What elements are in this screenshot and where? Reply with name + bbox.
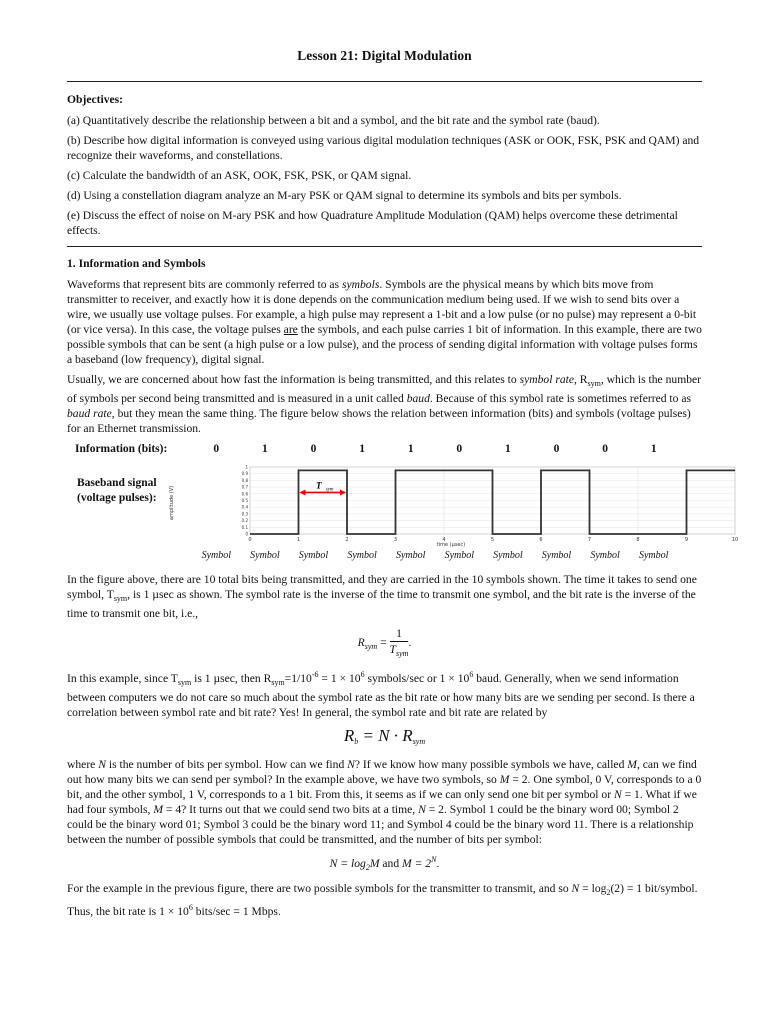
bit-label: 1 bbox=[359, 443, 365, 455]
x-tick-label: 4 bbox=[442, 537, 446, 543]
pulse-waveform bbox=[250, 470, 735, 534]
symbol-label: Symbol bbox=[298, 550, 329, 561]
tsym-marker bbox=[300, 480, 347, 495]
symbol-label: Symbol bbox=[347, 550, 377, 561]
baseband-label-2: (voltage pulses): bbox=[77, 492, 157, 504]
symbol-label: Symbol bbox=[638, 550, 669, 561]
baseband-label-1: Baseband signal bbox=[77, 477, 157, 489]
x-tick-label: 7 bbox=[587, 537, 592, 543]
y-tick-label: 0.9 bbox=[241, 471, 248, 477]
document-page bbox=[67, 44, 739, 924]
pulse-chart bbox=[167, 459, 739, 548]
paragraph-2: Usually, we are concerned about how fast the information is being transmitted, and this relates to symbol rate, $R_{sym}$, which is the number of symbols per second being transmitted and is measured in a unit called baud. Because of this symbol rate is sometimes referred to as baud rate, but they mean the same thing. The figure below shows the relation between information (bits) and symbols (voltage pulses) for an Ethernet transmission. bbox=[67, 373, 702, 435]
section-divider bbox=[67, 246, 702, 247]
x-tick-label: 5 bbox=[490, 537, 495, 543]
symbols-row bbox=[184, 548, 696, 562]
y-tick-label: 0.2 bbox=[241, 518, 248, 524]
tsym-arrowhead bbox=[340, 489, 346, 495]
bit-label: 0 bbox=[310, 443, 317, 455]
paragraph-3: In the figure above, there are 10 total bits being transmitted, and they are carried in the 10 symbols shown. The time it takes to send one symbol, $T_{sym}$, is 1 µsec as shown. The symbol rate is the inverse of the time to transmit one symbol, and the bit rate is the inverse of the time to transmit one bit, i.e., bbox=[67, 573, 697, 620]
symbol-label: Symbol bbox=[493, 550, 523, 561]
x-tick-label: 8 bbox=[636, 537, 640, 543]
equation-log: $N = \log_2M$ and $M = 2^N$. bbox=[329, 855, 440, 872]
section-heading: 1. Information and Symbols bbox=[67, 257, 206, 270]
tsym-label: T bbox=[316, 480, 322, 491]
equation-bit-rate: $R_b = N \cdot R_{sym}$ bbox=[343, 726, 426, 746]
paragraph-1: Waveforms that represent bits are commonly referred to as symbols. Symbols are the physical means by which bits move from transmitter to receiver, and exactly how it is done depends on the communication medium being used. If we wish to send bits over a wire, we usually use voltage pulses. For example, a high pulse may represent a 1-bit and a low pulse (or no pulse) may represent a 0-bit (or vice versa). In this case, the voltage pulses are the symbols, and each pulse carries 1 bit of information. In this example, there are two possible symbols that can be sent (a high pulse or a low pulse), and the process of sending digital information with voltage pulses forms a baseband (low frequency), digital signal. bbox=[67, 278, 702, 366]
x-tick-label: 2 bbox=[345, 537, 349, 543]
bit-label: 0 bbox=[553, 443, 560, 455]
objectives-heading: Objectives: bbox=[67, 93, 124, 106]
objective-d: (d) Using a constellation diagram analyze an M-ary PSK or QAM signal to determine its symbols and bits per symbols. bbox=[67, 189, 622, 202]
symbol-label: Symbol bbox=[444, 550, 475, 561]
objective-a: (a) Quantitatively describe the relationship between a bit and a symbol, and the bit rate and the symbol rate (baud). bbox=[67, 114, 600, 127]
top-divider bbox=[67, 81, 702, 82]
symbol-label: Symbol bbox=[395, 550, 426, 561]
y-tick-label: 0.1 bbox=[241, 524, 248, 530]
objective-e: (e) Discuss the effect of noise on M-ary PSK and how Quadrature Amplitude Modulation (QAM) helps overcome these detrimental effects. bbox=[67, 209, 678, 237]
y-tick-label: 0.4 bbox=[241, 504, 248, 510]
y-tick-label: 0 bbox=[245, 531, 248, 537]
equation-symbol-rate: $R_{sym}$ = $\frac{1}{T_{sym}}$ . bbox=[357, 627, 412, 658]
bits-row bbox=[184, 442, 696, 456]
paragraph-6: For the example in the previous figure, there are two possible symbols for the transmitter to transmit, and so $N = \log_2(2) = 1$ bit/symbol. Thus, the bit rate is $1 \times 10^6$ bits/sec = 1 Mbps. bbox=[67, 882, 698, 918]
info-label: Information (bits): bbox=[75, 443, 168, 455]
symbol-label: Symbol bbox=[541, 550, 572, 561]
y-tick-label: 0.7 bbox=[241, 484, 248, 490]
x-tick-label: 0 bbox=[248, 537, 252, 543]
symbol-label: Symbol bbox=[201, 550, 232, 561]
y-tick-label: 0.6 bbox=[241, 491, 248, 497]
bit-label: 1 bbox=[650, 443, 657, 455]
baseband-figure bbox=[67, 442, 739, 562]
bit-label: 0 bbox=[456, 443, 463, 455]
x-tick-label: 10 bbox=[731, 537, 739, 543]
objective-c: (c) Calculate the bandwidth of an ASK, OOK, FSK, PSK, or QAM signal. bbox=[67, 169, 412, 182]
x-tick-label: 6 bbox=[539, 537, 543, 543]
y-tick-label: 0.3 bbox=[241, 511, 248, 517]
x-tick-label: 3 bbox=[393, 537, 398, 543]
y-tick-label: 1 bbox=[245, 464, 248, 470]
lesson-title: Lesson 21: Digital Modulation bbox=[297, 48, 472, 63]
y-tick-label: 0.8 bbox=[241, 477, 248, 483]
objective-b: (b) Describe how digital information is conveyed using various digital modulation techniques (ASK or OOK, FSK, PSK and QAM) and recognize their waveforms, and constellations. bbox=[67, 134, 700, 162]
paragraph-4: In this example, since $T_{sym}$ is 1 µsec, then $R_{sym}=1/10^{-6} = 1 \times 10^6$ symbols/sec or $1 \times 10^6$ baud. Generally, when we send information between computers we do not care so much about the symbol rate as the bit rate or how many bits are we sending per second. Is there a correlation between symbol rate and bit rate? Yes! In general, the symbol rate and bit rate are related by bbox=[67, 670, 695, 719]
tsym-sub: sym bbox=[325, 487, 334, 493]
symbol-label: Symbol bbox=[250, 550, 280, 561]
bit-label: 1 bbox=[262, 443, 268, 455]
symbol-label: Symbol bbox=[590, 550, 620, 561]
tsym-arrowhead bbox=[300, 489, 306, 495]
bit-label: 1 bbox=[407, 443, 414, 455]
bit-label: 0 bbox=[602, 443, 608, 455]
y-tick-label: 0.5 bbox=[241, 498, 248, 503]
x-tick-label: 9 bbox=[684, 537, 689, 543]
x-tick-label: 1 bbox=[296, 537, 301, 543]
bit-label: 0 bbox=[213, 443, 220, 455]
y-axis-label: amplitude (V) bbox=[169, 485, 175, 521]
bit-label: 1 bbox=[505, 443, 511, 455]
paragraph-5: where N is the number of bits per symbol. How can we find N? If we know how many possible symbols we have, called M, can we find out how many bits we can send per symbol? In the example above, we have two symbols, so M = 2. One symbol, 0 V, corresponds to a 0 bit, and the other symbol, 1 V, corresponds to a 1 bit. From this, it seems as if we can only send one bit per symbol or N = 1. What if we had four symbols, M = 4? It turns out that we could send two bits at a time, N = 2. Symbol 1 could be the binary word 00; Symbol 2 could be the binary word 01; Symbol 3 could be the binary word 11; and Symbol 4 could be the binary word 11. There is a relationship between the number of possible symbols that could be transmitted, and the number of bits per symbol: bbox=[67, 758, 702, 846]
x-axis-label: time (µsec) bbox=[436, 542, 466, 548]
